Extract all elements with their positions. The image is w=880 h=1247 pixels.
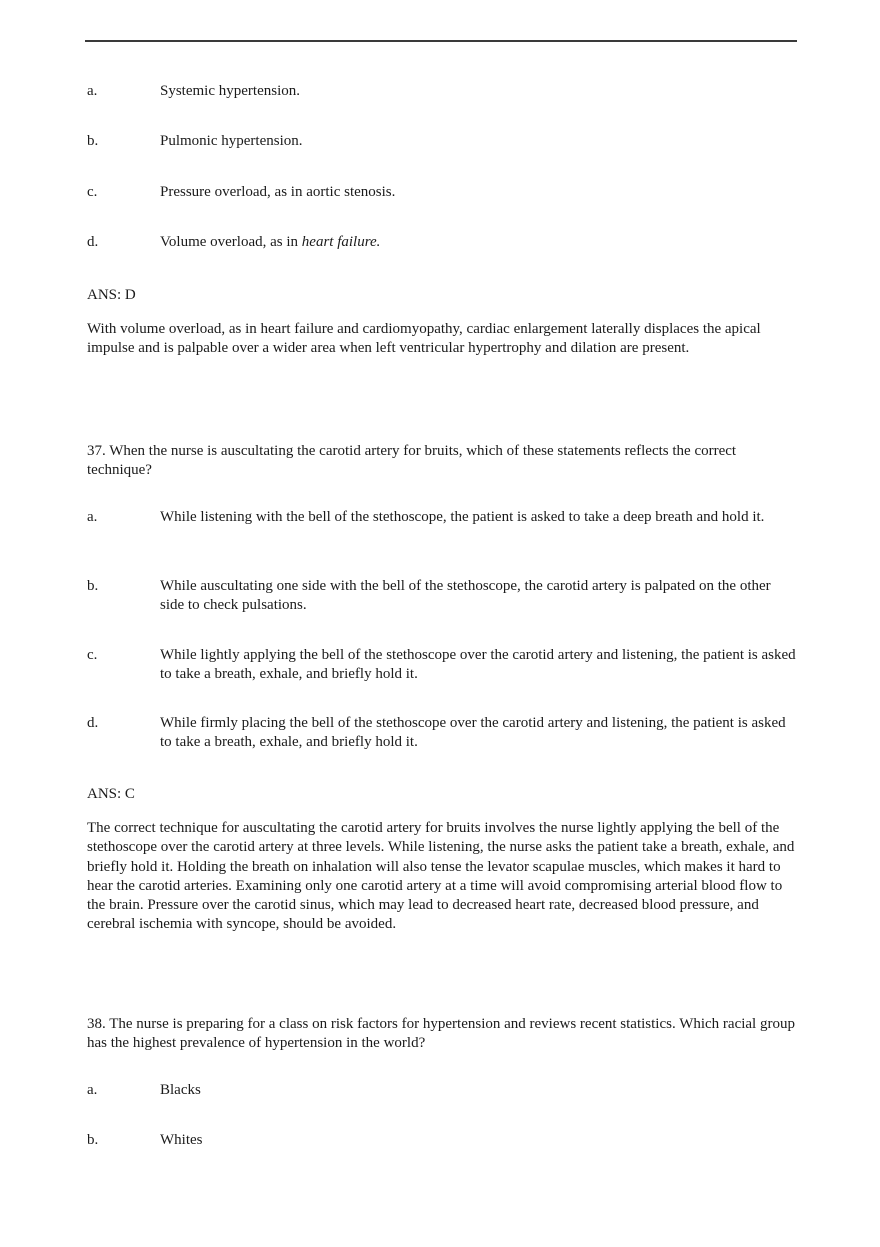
option-text: Pulmonic hypertension. <box>160 133 303 149</box>
option-letter: c. <box>87 184 98 200</box>
option-text: While lightly applying the bell of the stethoscope over the carotid artery and listening, the patient is asked to take a breath, exhale, and briefly hold it. <box>160 647 796 683</box>
q38-option-b <box>87 1131 799 1150</box>
option-letter: c. <box>87 647 98 663</box>
q36-rationale: With volume overload, as in heart failure and cardiomyopathy, cardiac enlargement laterally displaces the apical impulse and is palpable over a wider area when left ventricular hypertrophy and dilation are present. <box>87 321 761 357</box>
option-letter: b. <box>87 578 99 594</box>
q37-rationale: The correct technique for auscultating the carotid artery for bruits involves the nurse lightly applying the bell of the stethoscope over the carotid artery at three levels. While listening, the nurse asks the patient take a breath, exhale, and briefly hold it. Holding the breath on inhalation will also tense the levator scapulae muscles, which makes it hard to hear the carotid arteries. Examining only one carotid artery at a time will avoid compromising arterial blood flow to the brain. Pressure over the carotid sinus, which may lead to decreased heart rate, decreased blood pressure, and cerebral ischemia with syncope, should be avoided. <box>87 820 795 933</box>
q36-option-a <box>87 82 799 101</box>
q37-stem: 37. When the nurse is auscultating the carotid artery for bruits, which of these statements reflects the correct technique? <box>87 443 737 479</box>
q37-answer-line: ANS: C <box>87 786 135 802</box>
page-top-rule <box>85 40 797 42</box>
q37-option-b <box>87 577 799 616</box>
option-letter: a. <box>87 1082 98 1098</box>
q36-option-d <box>87 233 799 252</box>
q36-answer-line: ANS: D <box>87 287 136 303</box>
q38-option-a <box>87 1081 799 1100</box>
option-text: While listening with the bell of the stethoscope, the patient is asked to take a deep breath and hold it. <box>160 509 765 525</box>
option-text: Pressure overload, as in aortic stenosis. <box>160 184 396 200</box>
option-letter: d. <box>87 234 99 250</box>
q36-option-b <box>87 132 799 151</box>
option-letter: d. <box>87 715 99 731</box>
option-text: Blacks <box>160 1082 201 1098</box>
option-text-italic: heart failure. <box>301 234 381 250</box>
option-text: While auscultating one side with the bell of the stethoscope, the carotid artery is palpated on the other side to check pulsations. <box>160 578 771 614</box>
q36-option-c <box>87 183 799 202</box>
option-letter: a. <box>87 83 98 99</box>
option-text <box>160 233 797 252</box>
option-letter: a. <box>87 509 98 525</box>
option-text: While firmly placing the bell of the stethoscope over the carotid artery and listening, the patient is asked to take a breath, exhale, and briefly hold it. <box>160 715 786 751</box>
q37-option-d <box>87 714 799 753</box>
q38-stem: 38. The nurse is preparing for a class on risk factors for hypertension and reviews recent statistics. Which racial group has the highest prevalence of hypertension in the world? <box>87 1016 795 1052</box>
option-text: Whites <box>160 1132 203 1148</box>
q37-option-c <box>87 646 799 685</box>
option-letter: b. <box>87 133 99 149</box>
q37-option-a <box>87 508 799 527</box>
option-text-normal: Volume overload, as in <box>160 234 302 250</box>
option-letter: b. <box>87 1132 99 1148</box>
option-text: Systemic hypertension. <box>160 83 300 99</box>
